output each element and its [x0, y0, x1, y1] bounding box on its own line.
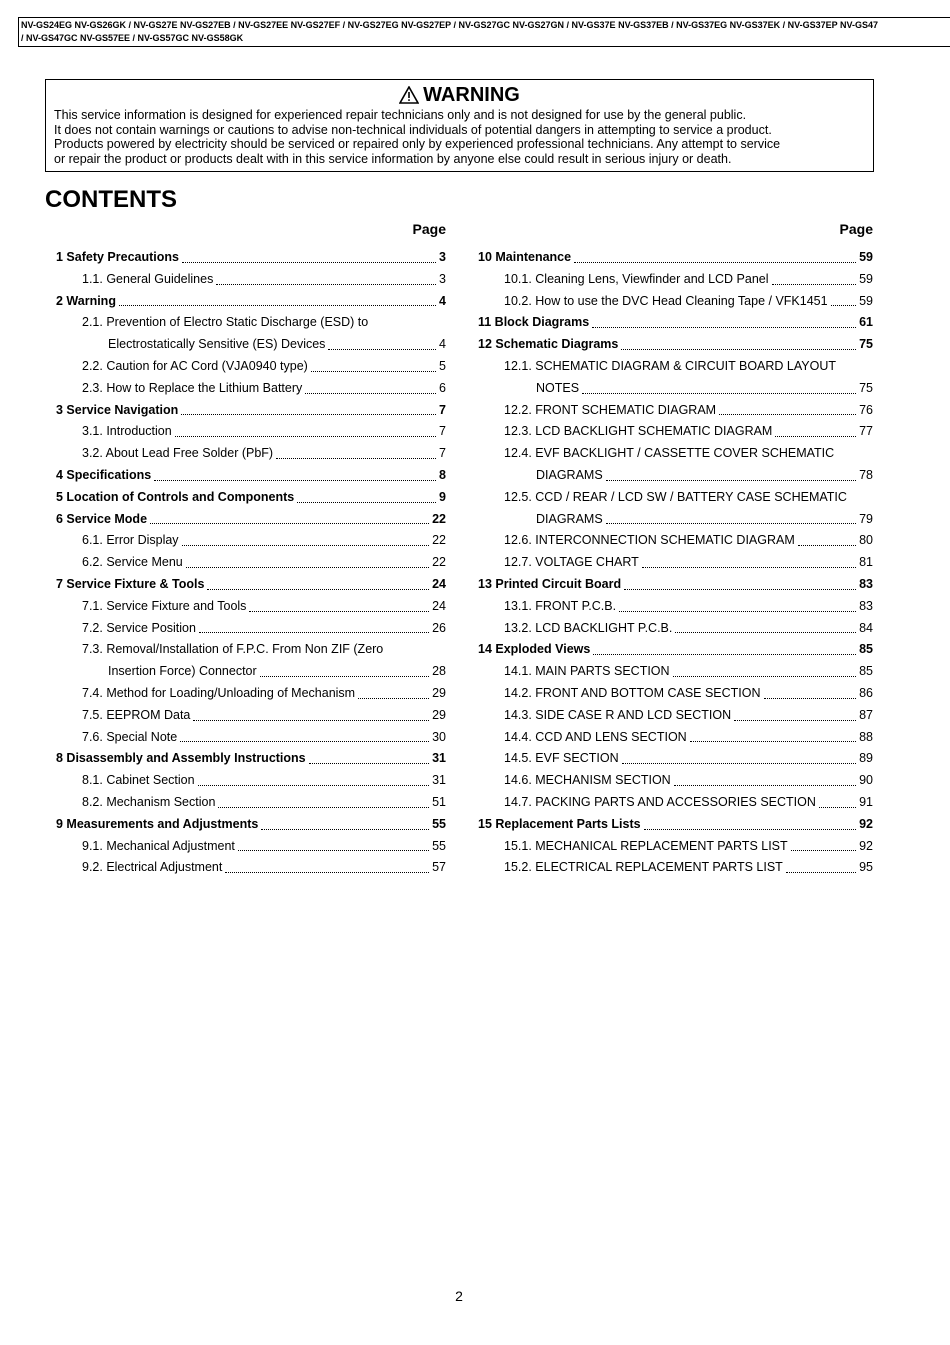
toc-subsection[interactable] [56, 618, 446, 640]
toc-entry-title: 5 Location of Controls and Components [56, 489, 295, 504]
dot-leader [328, 349, 436, 350]
warning-triangle-icon [399, 84, 423, 106]
toc-section[interactable] [56, 509, 446, 531]
dot-leader [719, 414, 856, 415]
toc-entry-title: 6.2. Service Menu [82, 555, 183, 570]
toc-subsection[interactable] [478, 465, 873, 487]
toc-entry-title: 7.1. Service Fixture and Tools [82, 598, 247, 613]
toc-entry-page: 55 [432, 838, 446, 853]
dot-leader [673, 676, 857, 677]
toc-entry-page: 92 [859, 816, 873, 831]
toc-entry-page: 75 [859, 380, 873, 395]
toc-entry-title: 8.1. Cabinet Section [82, 773, 195, 788]
toc-entry-title: 14.4. CCD AND LENS SECTION [504, 729, 687, 744]
toc-entry-page: 4 [439, 337, 446, 352]
toc-entry-title: 9.1. Mechanical Adjustment [82, 838, 235, 853]
toc-entry-page: 22 [432, 533, 446, 548]
toc-entry-title: 3.1. Introduction [82, 424, 172, 439]
toc-entry-page: 79 [859, 511, 873, 526]
toc-entry-page: 24 [432, 576, 446, 591]
toc-subsection[interactable] [56, 596, 446, 618]
toc-entry-title: 14.5. EVF SECTION [504, 751, 619, 766]
dot-leader [311, 371, 436, 372]
dot-leader [238, 850, 429, 851]
toc-entry-title: 12.2. FRONT SCHEMATIC DIAGRAM [504, 402, 717, 417]
toc-list-right [478, 247, 873, 879]
toc-subsection[interactable] [478, 400, 873, 422]
toc-subsection[interactable] [478, 727, 873, 749]
dot-leader [198, 785, 430, 786]
toc-entry-first-line[interactable]: 2.1. Prevention of Electro Static Discharge (ESD) to [82, 315, 369, 330]
toc-entry-page: 77 [859, 424, 873, 439]
toc-entry-title: 8.2. Mechanism Section [82, 794, 216, 809]
toc-subsection[interactable] [478, 836, 873, 858]
toc-subsection[interactable] [478, 378, 873, 400]
toc-entry-page: 89 [859, 751, 873, 766]
toc-subsection[interactable] [478, 291, 873, 313]
dot-leader [644, 829, 857, 830]
toc-entry-page: 84 [859, 620, 873, 635]
toc-subsection[interactable] [56, 421, 446, 443]
toc-entry-page: 85 [859, 642, 873, 657]
toc-entry-page: 28 [432, 664, 446, 679]
toc-subsection[interactable] [56, 857, 446, 879]
dot-leader [181, 414, 436, 415]
warning-line: It does not contain warnings or cautions to advise non-technical individuals of potential dangers in attempting to service a product. [54, 122, 772, 137]
toc-column-right [478, 220, 873, 879]
toc-entry-title: 12.6. INTERCONNECTION SCHEMATIC DIAGRAM [504, 533, 795, 548]
toc-subsection[interactable] [478, 509, 873, 531]
contents-title: CONTENTS [45, 186, 177, 213]
toc-entry-page: 55 [432, 816, 446, 831]
toc-subsection[interactable] [56, 356, 446, 378]
dot-leader [261, 829, 429, 830]
toc-entry-page: 83 [859, 576, 873, 591]
dot-leader [772, 284, 857, 285]
toc-entry-title: 14.1. MAIN PARTS SECTION [504, 664, 670, 679]
dot-leader [675, 632, 856, 633]
toc-entry-page: 57 [432, 860, 446, 875]
toc-entry-title: 2 Warning [56, 293, 116, 308]
dot-leader [193, 720, 429, 721]
dot-leader [309, 763, 429, 764]
toc-section[interactable] [478, 814, 873, 836]
dot-leader [606, 480, 856, 481]
dot-leader [182, 262, 436, 263]
toc-subsection[interactable] [478, 269, 873, 291]
dot-leader [831, 305, 857, 306]
toc-subsection[interactable] [56, 661, 446, 683]
toc-subsection[interactable] [478, 748, 873, 770]
dot-leader [606, 523, 856, 524]
dot-leader [305, 393, 436, 394]
toc-entry-title: 7.4. Method for Loading/Unloading of Mechanism [82, 685, 356, 700]
toc-entry-title: NOTES [536, 380, 580, 395]
dot-leader [276, 458, 436, 459]
warning-line: This service information is designed for experienced repair technicians only and is not designed for use by the general public. [54, 108, 747, 122]
dot-leader [674, 785, 856, 786]
dot-leader [218, 807, 429, 808]
toc-entry-page: 87 [859, 707, 873, 722]
dot-leader [798, 545, 856, 546]
toc-entry-page: 7 [439, 402, 446, 417]
toc-section[interactable] [56, 465, 446, 487]
toc-entry-page: 29 [432, 685, 446, 700]
dot-leader [622, 763, 856, 764]
toc-entry-page: 4 [439, 293, 446, 308]
toc-column-left [56, 220, 446, 879]
toc-subsection[interactable] [478, 618, 873, 640]
dot-leader [150, 523, 429, 524]
toc-subsection[interactable] [478, 596, 873, 618]
toc-entry-page: 85 [859, 664, 873, 679]
toc-subsection[interactable] [478, 683, 873, 705]
dot-leader [690, 741, 856, 742]
toc-entry-title: 10 Maintenance [478, 250, 572, 264]
toc-entry-page: 31 [432, 751, 446, 766]
warning-title: WARNING [423, 84, 520, 106]
toc-subsection[interactable] [56, 530, 446, 552]
toc-subsection[interactable] [56, 443, 446, 465]
toc-section[interactable] [56, 487, 446, 509]
toc-entry-title: 15 Replacement Parts Lists [478, 816, 641, 831]
toc-entry-title: 14 Exploded Views [478, 642, 591, 657]
toc-subsection[interactable] [56, 836, 446, 858]
toc-subsection[interactable] [478, 792, 873, 814]
dot-leader [216, 284, 436, 285]
toc-entry-page: 90 [859, 773, 873, 788]
toc-entry-title: 11 Block Diagrams [478, 315, 590, 330]
toc-subsection[interactable] [478, 770, 873, 792]
toc-subsection[interactable] [56, 269, 446, 291]
toc-entry-page: 26 [432, 620, 446, 635]
toc-entry-first-line[interactable]: 12.5. CCD / REAR / LCD SW / BATTERY CASE SCHEMATIC [504, 489, 847, 504]
toc-entry-title: 7.2. Service Position [82, 620, 196, 635]
toc-entry-title: 10.1. Cleaning Lens, Viewfinder and LCD Panel [504, 271, 769, 286]
dot-leader [207, 589, 429, 590]
toc-entry-page: 7 [439, 446, 446, 461]
toc-entry-page: 78 [859, 467, 873, 482]
dot-leader [297, 502, 436, 503]
dot-leader [180, 741, 429, 742]
toc-entry-page: 29 [432, 707, 446, 722]
page-column-header: Page [412, 221, 446, 237]
dot-leader [186, 567, 429, 568]
dot-leader [593, 654, 856, 655]
toc-entry-title: 7.5. EEPROM Data [82, 707, 191, 722]
toc-entry-page: 3 [439, 271, 446, 286]
toc-entry-title: Electrostatically Sensitive (ES) Devices [108, 337, 326, 352]
toc-entry-page: 88 [859, 729, 873, 744]
dot-leader [175, 436, 436, 437]
toc-subsection[interactable] [56, 770, 446, 792]
dot-leader [225, 872, 429, 873]
toc-entry-title: Insertion Force) Connector [108, 664, 257, 679]
toc-entry-title: 8 Disassembly and Assembly Instructions [56, 751, 306, 766]
toc-entry-page: 91 [859, 794, 873, 809]
toc-entry-page: 22 [432, 511, 446, 526]
model-header-line-1: NV-GS24EG NV-GS26GK / NV-GS27E NV-GS27EB / NV-GS27EE NV-GS27EF / NV-GS27EG NV-GS27EP / NV-GS27GC NV-GS27GN / NV-GS37E NV-GS37EB / NV-GS37EG NV-GS37EK / NV-GS37EP NV-GS47 [21, 20, 879, 30]
toc-section[interactable] [56, 400, 446, 422]
toc-entry-page: 8 [439, 467, 446, 482]
toc-entry-first-line[interactable]: 12.4. EVF BACKLIGHT / CASSETTE COVER SCHEMATIC [504, 446, 835, 461]
toc-entry-title: 14.3. SIDE CASE R AND LCD SECTION [504, 707, 732, 722]
toc-subsection[interactable] [56, 792, 446, 814]
toc-entry-page: 83 [859, 598, 873, 613]
toc-subsection[interactable] [478, 530, 873, 552]
model-header-line-2: / NV-GS47GC NV-GS57EE / NV-GS57GC NV-GS58GK [21, 33, 244, 43]
dot-leader [358, 698, 429, 699]
toc-entry-title: 1 Safety Precautions [56, 250, 179, 264]
toc-subsection[interactable] [56, 334, 446, 356]
model-header [18, 17, 950, 47]
toc-subsection[interactable] [478, 661, 873, 683]
toc-entry-title: 13.2. LCD BACKLIGHT P.C.B. [504, 620, 673, 635]
toc-subsection[interactable] [56, 552, 446, 574]
toc-section[interactable] [56, 574, 446, 596]
toc-entry-title: 12.3. LCD BACKLIGHT SCHEMATIC DIAGRAM [504, 424, 773, 439]
toc-section[interactable] [56, 814, 446, 836]
toc-entry-page: 51 [432, 794, 446, 809]
toc-subsection[interactable] [56, 683, 446, 705]
toc-entry-title: 12 Schematic Diagrams [478, 337, 619, 352]
dot-leader [199, 632, 429, 633]
toc-entry-page: 7 [439, 424, 446, 439]
toc-entry-title: 12.7. VOLTAGE CHART [504, 555, 639, 570]
dot-leader [786, 872, 856, 873]
toc-entry-page: 24 [432, 598, 446, 613]
page-number: 2 [455, 1288, 463, 1304]
warning-line: or repair the product or products dealt with in this service information by anyone else could result in serious injury or death. [54, 151, 732, 166]
toc-section[interactable] [56, 291, 446, 313]
toc-entry-page: 92 [859, 838, 873, 853]
toc-entry-title: 4 Specifications [56, 467, 152, 482]
toc-entry-title: 15.1. MECHANICAL REPLACEMENT PARTS LIST [504, 838, 788, 853]
toc-entry-page: 3 [439, 250, 446, 264]
toc-entry-title: 3.2. About Lead Free Solder (PbF) [82, 446, 274, 461]
warning-box [45, 79, 874, 172]
dot-leader [249, 611, 429, 612]
toc-entry-first-line[interactable]: 7.3. Removal/Installation of F.P.C. From Non ZIF (Zero [82, 642, 384, 657]
toc-entry-title: 6 Service Mode [56, 511, 148, 526]
toc-entry-title: 14.7. PACKING PARTS AND ACCESSORIES SECTION [504, 794, 816, 809]
dot-leader [619, 611, 856, 612]
warning-heading [46, 82, 873, 108]
dot-leader [154, 480, 436, 481]
toc-entry-first-line[interactable]: 12.1. SCHEMATIC DIAGRAM & CIRCUIT BOARD LAYOUT [504, 358, 837, 373]
dot-leader [642, 567, 856, 568]
toc-entry-page: 59 [859, 293, 873, 308]
toc-entry-page: 80 [859, 533, 873, 548]
toc-subsection[interactable] [478, 857, 873, 879]
toc-entry-page: 31 [432, 773, 446, 788]
toc-section[interactable] [478, 247, 873, 269]
toc-entry-title: 13 Printed Circuit Board [478, 576, 622, 591]
toc-entry-page: 6 [439, 380, 446, 395]
toc-subsection[interactable] [478, 421, 873, 443]
toc-subsection[interactable] [56, 378, 446, 400]
dot-leader [775, 436, 856, 437]
warning-line: Products powered by electricity should be serviced or repaired only by experienced professional technicians. Any attempt to service [54, 137, 781, 152]
toc-entry-title: 10.2. How to use the DVC Head Cleaning Tape / VFK1451 [504, 293, 828, 308]
toc-entry-page: 59 [859, 271, 873, 286]
toc-entry-page: 75 [859, 337, 873, 352]
toc-entry-title: 1.1. General Guidelines [82, 271, 214, 286]
toc-entry-page: 59 [859, 250, 873, 264]
toc-entry-page: 30 [432, 729, 446, 744]
toc-entry-title: 14.2. FRONT AND BOTTOM CASE SECTION [504, 685, 761, 700]
toc-section[interactable] [478, 334, 873, 356]
toc-entry-title: DIAGRAMS [536, 467, 603, 482]
toc-section[interactable] [478, 574, 873, 596]
toc-section[interactable] [56, 247, 446, 269]
dot-leader [182, 545, 430, 546]
dot-leader [764, 698, 857, 699]
toc-entry-page: 76 [859, 402, 873, 417]
toc-entry-title: 15.2. ELECTRICAL REPLACEMENT PARTS LIST [504, 860, 783, 875]
toc-entry-title: 6.1. Error Display [82, 533, 179, 548]
dot-leader [734, 720, 856, 721]
toc-subsection[interactable] [56, 705, 446, 727]
toc-subsection[interactable] [478, 552, 873, 574]
toc-entry-title: 7 Service Fixture & Tools [56, 576, 205, 591]
toc-entry-page: 81 [859, 555, 873, 570]
dot-leader [819, 807, 856, 808]
toc-entry-title: DIAGRAMS [536, 511, 603, 526]
dot-leader [592, 327, 856, 328]
dot-leader [119, 305, 436, 306]
toc-subsection[interactable] [478, 705, 873, 727]
toc-list-left [56, 247, 446, 879]
toc-entry-title: 14.6. MECHANISM SECTION [504, 773, 671, 788]
toc-entry-page: 5 [439, 358, 446, 373]
toc-entry-page: 22 [432, 555, 446, 570]
toc-entry-title: 2.3. How to Replace the Lithium Battery [82, 380, 303, 395]
toc-entry-page: 61 [859, 315, 873, 330]
toc-entry-title: 9.2. Electrical Adjustment [82, 860, 223, 875]
toc-section[interactable] [478, 639, 873, 661]
dot-leader [582, 393, 856, 394]
toc-entry-title: 9 Measurements and Adjustments [56, 816, 259, 831]
toc-entry-title: 7.6. Special Note [82, 729, 178, 744]
dot-leader [574, 262, 856, 263]
toc-entry-page: 86 [859, 685, 873, 700]
toc-section[interactable] [56, 748, 446, 770]
page-column-header: Page [839, 221, 873, 237]
dot-leader [624, 589, 856, 590]
toc-entry-title: 13.1. FRONT P.C.B. [504, 598, 617, 613]
warning-text [46, 108, 873, 166]
toc-subsection[interactable] [56, 727, 446, 749]
toc-entry-page: 9 [439, 489, 446, 504]
dot-leader [260, 676, 429, 677]
dot-leader [791, 850, 856, 851]
toc-entry-title: 3 Service Navigation [56, 402, 179, 417]
toc-entry-page: 95 [859, 860, 873, 875]
toc-section[interactable] [478, 312, 873, 334]
toc-entry-title: 2.2. Caution for AC Cord (VJA0940 type) [82, 358, 308, 373]
dot-leader [621, 349, 856, 350]
